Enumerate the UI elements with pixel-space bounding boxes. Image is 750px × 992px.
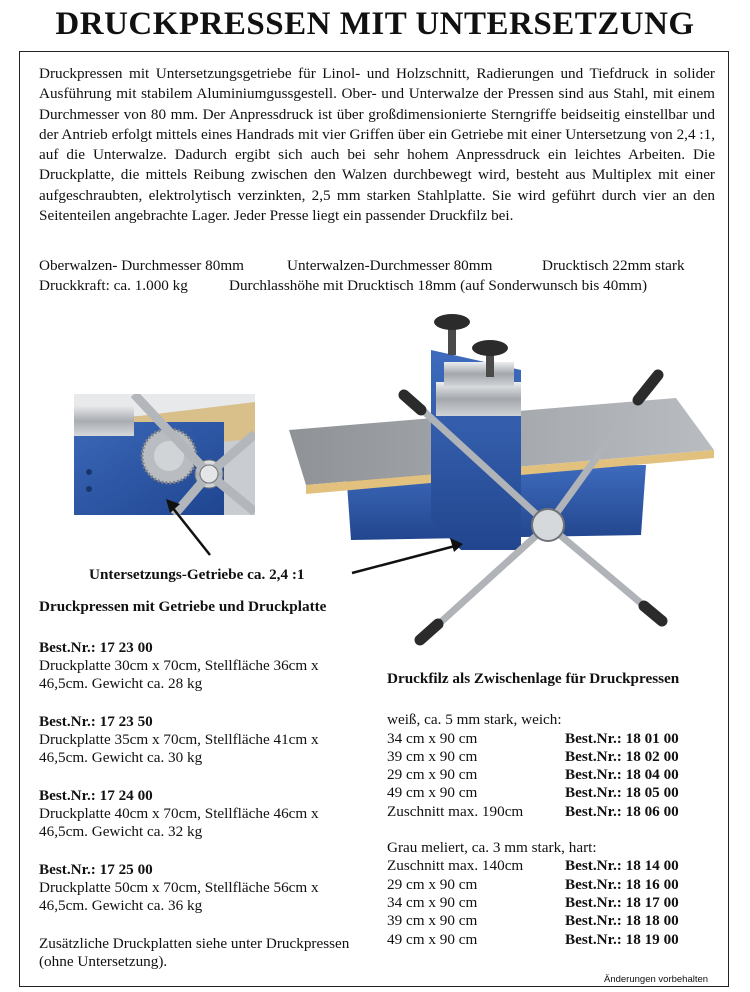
felt-number: Best.Nr.: 18 19 00: [565, 930, 679, 948]
felt-size: 49 cm x 90 cm: [387, 784, 478, 802]
felt-size: 39 cm x 90 cm: [387, 747, 478, 765]
felt-size: 29 cm x 90 cm: [387, 766, 478, 784]
product-description: Druckplatte 40cm x 70cm, Stellfläche 46cm x 46,5cm. Gewicht ca. 32 kg: [39, 805, 319, 840]
felt-number: Best.Nr.: 18 05 00: [565, 784, 679, 802]
felt-row: [387, 766, 717, 784]
gear-detail-photo: [74, 394, 255, 515]
product-description: Druckplatte 50cm x 70cm, Stellfläche 56cm x 46,5cm. Gewicht ca. 36 kg: [39, 879, 319, 914]
product-number: Best.Nr.: 17 25 00: [39, 861, 153, 878]
felt-row: [387, 803, 717, 821]
felt-row: [387, 784, 717, 802]
felt-number: Best.Nr.: 18 04 00: [565, 766, 679, 784]
product-number: Best.Nr.: 17 23 00: [39, 639, 153, 656]
gear-caption: Untersetzungs-Getriebe ca. 2,4 :1: [89, 566, 305, 583]
spec-druckkraft: Druckkraft: ca. 1.000 kg: [39, 277, 188, 294]
product-item: [39, 861, 369, 915]
felt-row: [387, 931, 717, 949]
felt-list: [387, 670, 717, 949]
felt-size: 34 cm x 90 cm: [387, 729, 478, 747]
felt-number: Best.Nr.: 18 16 00: [565, 875, 679, 893]
felt-number: Best.Nr.: 18 14 00: [565, 857, 679, 875]
felt-size: 29 cm x 90 cm: [387, 875, 478, 893]
felt-size: Zuschnitt max. 190cm: [387, 802, 524, 820]
spec-drucktisch: Drucktisch 22mm stark: [542, 257, 685, 274]
felt-size: 34 cm x 90 cm: [387, 893, 478, 911]
spec-oberwalze: Oberwalzen- Durchmesser 80mm: [39, 257, 244, 274]
felt-number: Best.Nr.: 18 01 00: [565, 729, 679, 747]
felt-row: [387, 748, 717, 766]
product-description: Druckplatte 35cm x 70cm, Stellfläche 41cm x 46,5cm. Gewicht ca. 30 kg: [39, 731, 319, 766]
specs-line-2: [39, 276, 685, 296]
product-item: [39, 787, 369, 841]
felt-heading: Druckfilz als Zwischenlage für Druckpressen: [387, 670, 680, 687]
specs-block: [39, 256, 685, 296]
felt-size: 49 cm x 90 cm: [387, 930, 478, 948]
felt-row: [387, 894, 717, 912]
intro-paragraph: [39, 64, 715, 226]
felt-number: Best.Nr.: 18 02 00: [565, 747, 679, 765]
felt-size: Zuschnitt max. 140cm: [387, 857, 524, 875]
product-number: Best.Nr.: 17 24 00: [39, 787, 153, 804]
felt-number: Best.Nr.: 18 17 00: [565, 893, 679, 911]
press-list-heading: Druckpressen mit Getriebe und Druckplatte: [39, 598, 327, 615]
felt-row: [387, 730, 717, 748]
spec-unterwalze: Unterwalzen-Durchmesser 80mm: [287, 257, 493, 274]
felt-size: 39 cm x 90 cm: [387, 912, 478, 930]
product-item: [39, 639, 369, 693]
page-title: DRUCKPRESSEN MIT UNTERSETZUNG: [55, 6, 695, 42]
product-item: [39, 713, 369, 767]
felt-row: [387, 876, 717, 894]
felt-row: [387, 857, 717, 875]
press-list: [39, 598, 369, 971]
specs-line-1: [39, 256, 685, 276]
felt-group-grey-label: Grau meliert, ca. 3 mm stark, hart:: [387, 839, 597, 857]
felt-group-white-label: weiß, ca. 5 mm stark, weich:: [387, 711, 562, 729]
product-description: Druckplatte 30cm x 70cm, Stellfläche 36cm x 46,5cm. Gewicht ca. 28 kg: [39, 657, 319, 692]
intro-text: Druckpressen mit Untersetzungsgetriebe für Linol- und Holzschnitt, Radierungen und Tiefdruck in solider Ausführung mit stabilem Aluminiumgussgestell. Ober- und Unterwalze der Pressen sind aus Stahl, mit einem Durchmesser von 80 mm. Der Anpressdruck ist über großdimensionierte Sterngriffe beidseitig einstellbar und der Antrieb erfolgt mittels eines Handrads mit vier Griffen über ein Getriebe mit einer Untersetzung von 2,4 :1, auf die Unterwalze. Dadurch ergibt sich auch bei sehr hohem Anpressdruck ein leichtes Arbeiten. Die Druckplatte, die mittels Reibung zwischen den Walzen durchbewegt wird, besteht aus Multiplex mit einer aufgeschraubten, elektrolytisch verzinkten, 2,5 mm starken Stahlplatte. Sie wird geführt durch vier an den Seitenteilen angebrachte Lager. Jeder Presse liegt ein passender Druckfilz bei.: [39, 65, 715, 225]
product-number: Best.Nr.: 17 23 50: [39, 713, 153, 730]
felt-number: Best.Nr.: 18 18 00: [565, 912, 679, 930]
felt-number: Best.Nr.: 18 06 00: [565, 802, 679, 820]
additional-plates-note: Zusätzliche Druckplatten siehe unter Druckpressen (ohne Untersetzung).: [39, 935, 350, 970]
spec-durchlass: Durchlasshöhe mit Drucktisch 18mm (auf Sonderwunsch bis 40mm): [229, 277, 648, 294]
footnote: Änderungen vorbehalten: [604, 974, 709, 985]
felt-row: [387, 912, 717, 930]
